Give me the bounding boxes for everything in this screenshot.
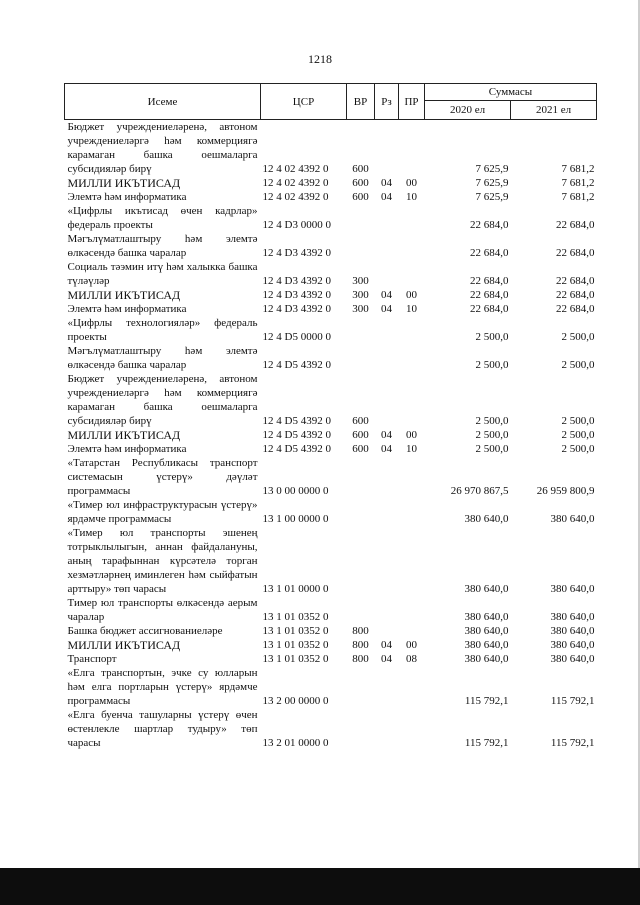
row-name-cell: «Елга буенча ташуларны үстерү өчен өстенлекле шартлар тудыру» төп чарасы xyxy=(67,709,258,749)
row-vr-cell xyxy=(347,526,375,596)
row-csr-cell: 12 4 D3 4392 0 xyxy=(262,247,331,259)
row-sum-2021-cell: 380 640,0 xyxy=(550,639,595,651)
row-sum-2021-cell: 26 959 800,9 xyxy=(536,485,595,497)
row-sum-2021-cell: 380 640,0 xyxy=(550,513,595,525)
row-name-cell: «Татарстан Республикасы транспорт системасын үстерү» дәүләт программасы xyxy=(67,457,258,497)
table-row xyxy=(65,708,597,750)
row-pr-cell xyxy=(399,372,425,428)
row-name-cell: Транспорт xyxy=(67,653,117,665)
table-row xyxy=(65,302,597,316)
row-sum-2020-cell: 22 684,0 xyxy=(470,289,509,301)
row-name-cell: «Тимер юл инфраструктурасын үстерү» ярдәмче программасы xyxy=(67,499,258,525)
row-csr-cell: 12 4 D3 4392 0 xyxy=(262,303,331,315)
row-sum-2021-cell: 380 640,0 xyxy=(550,653,595,665)
row-sum-2020-cell: 380 640,0 xyxy=(464,639,509,651)
row-csr-cell: 13 1 01 0352 0 xyxy=(262,625,329,637)
row-vr-cell: 800 xyxy=(352,639,369,651)
table-row xyxy=(65,232,597,260)
row-csr-cell: 13 1 01 0352 0 xyxy=(262,639,329,651)
row-name-cell: Элемтә һәм информатика xyxy=(67,191,187,203)
row-name-cell: Элемтә һәм информатика xyxy=(67,303,187,315)
row-sum-2021-cell: 22 684,0 xyxy=(556,275,595,287)
row-rz-cell xyxy=(375,344,399,372)
header-row-1 xyxy=(65,84,597,101)
row-pr-cell xyxy=(399,120,425,177)
row-name-cell: Башка бюджет ассигнованиеләре xyxy=(67,625,223,637)
row-rz-cell xyxy=(375,372,399,428)
table-row xyxy=(65,190,597,204)
row-pr-cell xyxy=(399,596,425,624)
row-sum-2020-cell: 115 792,1 xyxy=(464,695,509,707)
row-pr-cell: 00 xyxy=(406,177,417,189)
row-csr-cell: 12 4 D5 4392 0 xyxy=(262,359,331,371)
row-name-cell: Элемтә һәм информатика xyxy=(67,443,187,455)
row-sum-2020-cell: 115 792,1 xyxy=(464,737,509,749)
row-pr-cell: 00 xyxy=(406,289,417,301)
row-sum-2020-cell: 22 684,0 xyxy=(470,219,509,231)
header-sums: Суммасы xyxy=(425,84,597,101)
row-rz-cell: 04 xyxy=(381,653,392,665)
row-rz-cell xyxy=(375,498,399,526)
row-pr-cell: 00 xyxy=(406,639,417,651)
row-rz-cell xyxy=(375,456,399,498)
row-sum-2020-cell: 380 640,0 xyxy=(464,583,509,595)
row-pr-cell: 08 xyxy=(406,653,417,665)
header-year-2020: 2020 ел xyxy=(425,101,511,120)
row-sum-2020-cell: 2 500,0 xyxy=(475,331,509,343)
header-name: Исеме xyxy=(65,84,261,120)
row-sum-2021-cell: 7 681,2 xyxy=(561,177,595,189)
row-name-cell: Тимер юл транспорты өлкәсендә аерым чаралар xyxy=(67,597,258,623)
row-name-cell: Мәгълүматлаштыру һәм элемтә өлкәсендә башка чаралар xyxy=(67,345,258,371)
row-vr-cell xyxy=(347,596,375,624)
row-pr-cell xyxy=(399,316,425,344)
row-sum-2020-cell: 7 625,9 xyxy=(475,191,509,203)
row-pr-cell xyxy=(399,204,425,232)
row-name-cell: Бюджет учреждениеләренә, автоном учреждениеләргә һәм коммерциягә карамаган башка оешмаларга субсидияләр бирү xyxy=(67,373,258,427)
row-vr-cell xyxy=(347,708,375,750)
row-csr-cell: 12 4 02 4392 0 xyxy=(262,177,329,189)
table-row xyxy=(65,442,597,456)
row-vr-cell: 300 xyxy=(352,303,369,315)
row-name-cell: МИЛЛИ ИКЪТИСАД xyxy=(67,288,181,302)
table-row xyxy=(65,260,597,288)
row-rz-cell: 04 xyxy=(381,639,392,651)
row-rz-cell xyxy=(375,232,399,260)
row-vr-cell: 600 xyxy=(352,177,369,189)
header-year-2021: 2021 ел xyxy=(511,101,597,120)
row-rz-cell xyxy=(375,204,399,232)
row-sum-2021-cell: 2 500,0 xyxy=(561,415,595,427)
row-pr-cell xyxy=(399,260,425,288)
row-pr-cell: 10 xyxy=(406,191,417,203)
table-row xyxy=(65,456,597,498)
row-pr-cell xyxy=(399,526,425,596)
row-name-cell: Социаль тәэмин итү һәм халыкка башка түләүләр xyxy=(67,261,258,287)
row-vr-cell: 600 xyxy=(352,163,369,175)
row-sum-2021-cell: 2 500,0 xyxy=(561,443,595,455)
table-row xyxy=(65,120,597,177)
row-vr-cell: 600 xyxy=(352,191,369,203)
row-pr-cell xyxy=(399,708,425,750)
page-number: 1218 xyxy=(308,52,332,66)
row-sum-2021-cell: 380 640,0 xyxy=(550,583,595,595)
row-vr-cell: 800 xyxy=(352,625,369,637)
row-csr-cell: 12 4 D3 4392 0 xyxy=(262,275,331,287)
header-rz: Рз xyxy=(375,84,399,120)
row-csr-cell: 12 4 D5 4392 0 xyxy=(262,443,331,455)
row-pr-cell xyxy=(399,666,425,708)
row-sum-2020-cell: 2 500,0 xyxy=(475,415,509,427)
row-sum-2021-cell: 115 792,1 xyxy=(550,695,595,707)
row-pr-cell: 10 xyxy=(406,443,417,455)
row-rz-cell: 04 xyxy=(381,289,392,301)
table-row xyxy=(65,316,597,344)
row-rz-cell xyxy=(375,526,399,596)
header-vr: ВР xyxy=(347,84,375,120)
row-sum-2021-cell: 7 681,2 xyxy=(561,163,595,175)
table-row xyxy=(65,526,597,596)
row-sum-2020-cell: 7 625,9 xyxy=(475,177,509,189)
row-rz-cell xyxy=(375,596,399,624)
row-sum-2020-cell: 380 640,0 xyxy=(464,611,509,623)
row-rz-cell: 04 xyxy=(381,177,392,189)
row-rz-cell xyxy=(375,708,399,750)
row-pr-cell xyxy=(399,456,425,498)
row-rz-cell: 04 xyxy=(381,303,392,315)
row-csr-cell: 13 2 00 0000 0 xyxy=(262,695,329,707)
table-row xyxy=(65,344,597,372)
row-csr-cell: 12 4 02 4392 0 xyxy=(262,191,329,203)
row-rz-cell xyxy=(375,666,399,708)
table-row xyxy=(65,624,597,638)
row-csr-cell: 13 1 01 0352 0 xyxy=(262,611,329,623)
row-csr-cell: 13 0 00 0000 0 xyxy=(262,485,329,497)
row-rz-cell: 04 xyxy=(381,191,392,203)
row-sum-2021-cell: 2 500,0 xyxy=(561,359,595,371)
table-row xyxy=(65,204,597,232)
table-row xyxy=(65,428,597,442)
row-sum-2020-cell: 380 640,0 xyxy=(464,653,509,665)
row-sum-2020-cell: 22 684,0 xyxy=(470,247,509,259)
table-row xyxy=(65,596,597,624)
row-vr-cell xyxy=(347,498,375,526)
row-sum-2021-cell: 2 500,0 xyxy=(561,429,595,441)
table-row xyxy=(65,288,597,302)
row-name-cell: МИЛЛИ ИКЪТИСАД xyxy=(67,428,181,442)
table-body xyxy=(65,120,597,751)
row-vr-cell xyxy=(347,666,375,708)
row-sum-2021-cell: 22 684,0 xyxy=(556,219,595,231)
table-row xyxy=(65,372,597,428)
row-vr-cell xyxy=(347,316,375,344)
row-sum-2021-cell: 380 640,0 xyxy=(550,625,595,637)
header-pr: ПР xyxy=(399,84,425,120)
row-vr-cell xyxy=(347,232,375,260)
row-csr-cell: 13 1 01 0352 0 xyxy=(262,653,329,665)
row-pr-cell xyxy=(399,498,425,526)
table-row xyxy=(65,176,597,190)
row-sum-2021-cell: 115 792,1 xyxy=(550,737,595,749)
row-sum-2020-cell: 22 684,0 xyxy=(470,303,509,315)
row-name-cell: «Елга транспортын, эчке су юлларын һәм елга портларын үстерү» ярдәмче программасы xyxy=(67,667,258,707)
row-vr-cell xyxy=(347,204,375,232)
scan-bottom-bar xyxy=(0,868,640,905)
row-rz-cell xyxy=(375,316,399,344)
row-vr-cell xyxy=(347,344,375,372)
row-rz-cell xyxy=(375,120,399,177)
row-sum-2020-cell: 7 625,9 xyxy=(475,163,509,175)
row-sum-2021-cell: 22 684,0 xyxy=(556,289,595,301)
header-csr: ЦСР xyxy=(261,84,347,120)
row-pr-cell: 00 xyxy=(406,429,417,441)
row-sum-2021-cell: 380 640,0 xyxy=(550,611,595,623)
row-pr-cell xyxy=(399,624,425,638)
row-name-cell: Мәгълүматлаштыру һәм элемтә өлкәсендә башка чаралар xyxy=(67,233,258,259)
row-name-cell: «Тимер юл транспорты эшенең тотрыклылыгын, аннан файдалануны, аның тарафыннан күрсәтелә торган хезмәтләрнең иминлеген һәм сыйфатын арттыру» төп чарасы xyxy=(67,527,258,595)
table-row xyxy=(65,638,597,652)
table-row xyxy=(65,652,597,666)
row-sum-2021-cell: 2 500,0 xyxy=(561,331,595,343)
row-vr-cell: 600 xyxy=(352,443,369,455)
row-pr-cell xyxy=(399,344,425,372)
row-csr-cell: 12 4 D3 0000 0 xyxy=(262,219,331,231)
row-name-cell: МИЛЛИ ИКЪТИСАД xyxy=(67,638,181,652)
row-sum-2020-cell: 26 970 867,5 xyxy=(450,485,509,497)
row-pr-cell: 10 xyxy=(406,303,417,315)
row-sum-2020-cell: 22 684,0 xyxy=(470,275,509,287)
row-sum-2020-cell: 380 640,0 xyxy=(464,625,509,637)
row-rz-cell xyxy=(375,260,399,288)
table-row xyxy=(65,498,597,526)
row-sum-2020-cell: 2 500,0 xyxy=(475,443,509,455)
row-csr-cell: 13 2 01 0000 0 xyxy=(262,737,329,749)
row-csr-cell: 12 4 D5 4392 0 xyxy=(262,429,331,441)
row-rz-cell xyxy=(375,624,399,638)
row-pr-cell xyxy=(399,232,425,260)
row-name-cell: «Цифрлы икътисад өчен кадрлар» федераль проекты xyxy=(67,205,258,231)
row-rz-cell: 04 xyxy=(381,443,392,455)
row-sum-2021-cell: 7 681,2 xyxy=(561,191,595,203)
row-csr-cell: 12 4 D5 4392 0 xyxy=(262,415,331,427)
row-vr-cell: 800 xyxy=(352,653,369,665)
row-sum-2020-cell: 2 500,0 xyxy=(475,429,509,441)
row-vr-cell: 300 xyxy=(352,289,369,301)
row-csr-cell: 13 1 01 0000 0 xyxy=(262,583,329,595)
row-name-cell: МИЛЛИ ИКЪТИСАД xyxy=(67,176,181,190)
row-sum-2020-cell: 2 500,0 xyxy=(475,359,509,371)
row-vr-cell xyxy=(347,456,375,498)
row-vr-cell: 300 xyxy=(352,275,369,287)
row-csr-cell: 13 1 00 0000 0 xyxy=(262,513,329,525)
row-csr-cell: 12 4 D5 0000 0 xyxy=(262,331,331,343)
table-row xyxy=(65,666,597,708)
row-csr-cell: 12 4 02 4392 0 xyxy=(262,163,329,175)
row-sum-2021-cell: 22 684,0 xyxy=(556,247,595,259)
row-sum-2020-cell: 380 640,0 xyxy=(464,513,509,525)
row-vr-cell: 600 xyxy=(352,429,369,441)
row-csr-cell: 12 4 D3 4392 0 xyxy=(262,289,331,301)
budget-table xyxy=(64,83,597,750)
row-rz-cell: 04 xyxy=(381,429,392,441)
row-name-cell: «Цифрлы технологияләр» федераль проекты xyxy=(67,317,258,343)
row-sum-2021-cell: 22 684,0 xyxy=(556,303,595,315)
row-vr-cell: 600 xyxy=(352,415,369,427)
row-name-cell: Бюджет учреждениеләренә, автоном учреждениеләргә һәм коммерциягә карамаган башка оешмаларга субсидияләр бирү xyxy=(67,121,258,175)
